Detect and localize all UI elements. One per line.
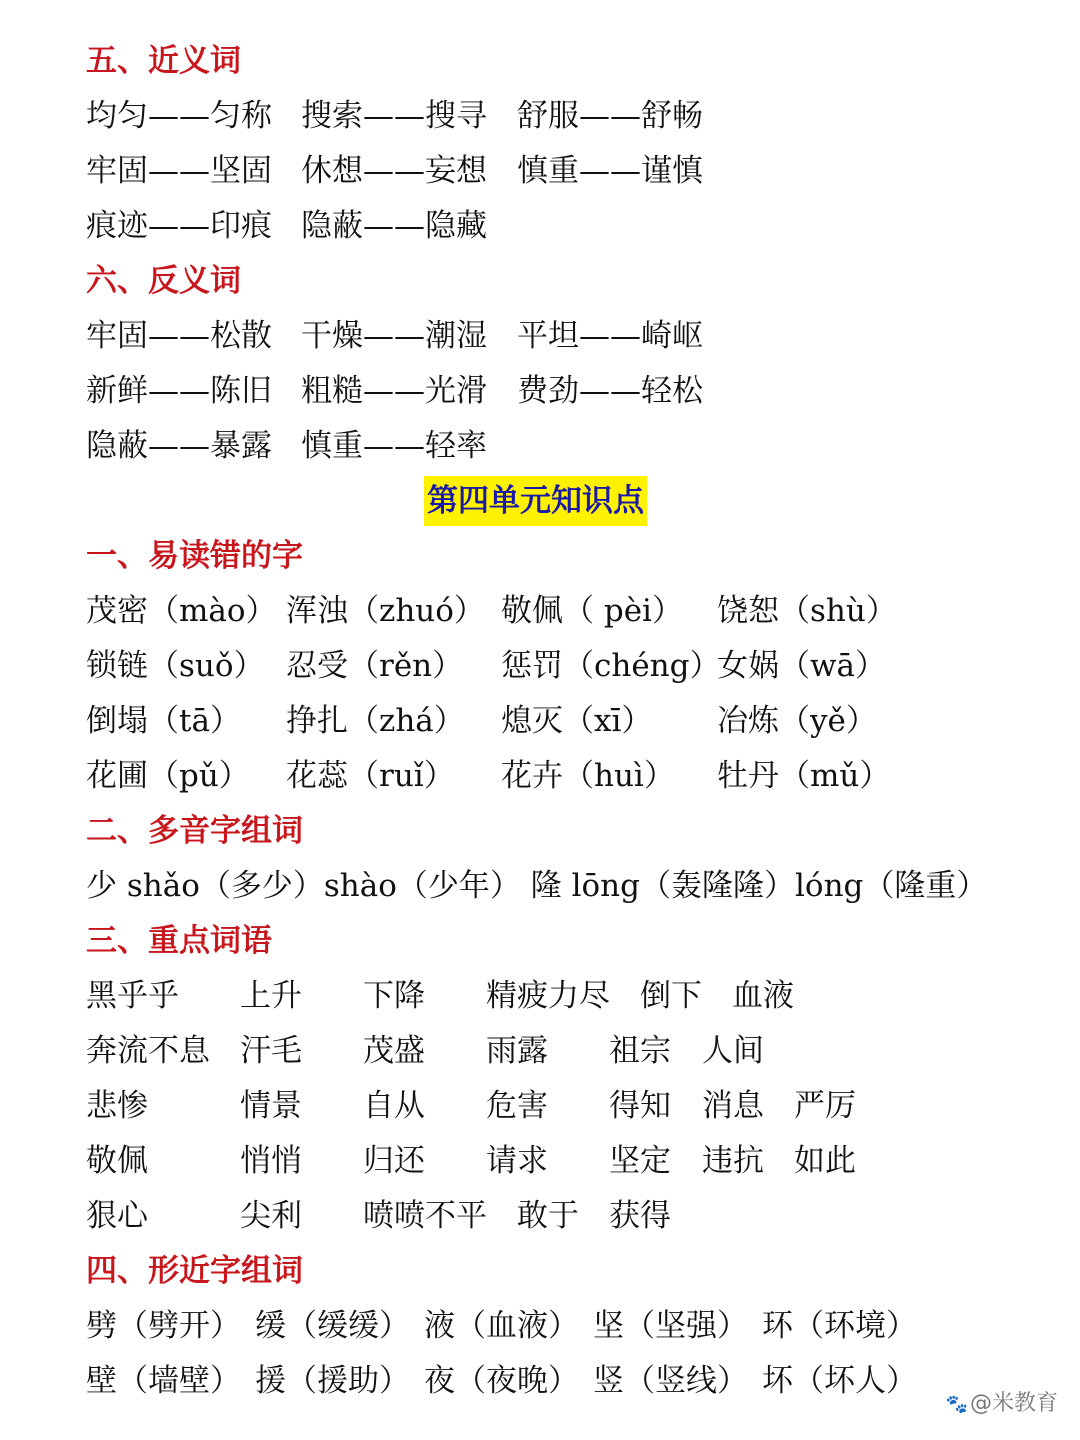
char-word: 环（环境）	[762, 1308, 917, 1344]
pinyin-row	[86, 694, 1066, 749]
polyphone-row	[86, 859, 1066, 914]
word-pair: 牢固——松散	[86, 318, 272, 354]
word-pinyin: 锁链（suǒ）	[86, 648, 265, 684]
key-words-row	[86, 1189, 1066, 1244]
key-word: 黑乎乎	[86, 978, 179, 1014]
key-word: 敢于	[517, 1198, 579, 1234]
word-pair: 干燥——潮湿	[301, 318, 487, 354]
section-heading-polyphones: 二、多音字组词	[86, 813, 303, 849]
word-pair: 舒服——舒畅	[517, 98, 703, 134]
key-word: 如此	[794, 1143, 856, 1179]
similar-chars-row	[86, 1299, 1066, 1354]
key-word: 尖利	[240, 1198, 302, 1234]
unit-title-wrap	[86, 474, 1066, 529]
char-word: 缓（缓缓）	[255, 1308, 410, 1344]
key-word: 坚定	[609, 1143, 671, 1179]
word-pair: 粗糙——光滑	[301, 373, 487, 409]
key-word: 血液	[732, 978, 794, 1014]
watermark-text: @米教育	[969, 1391, 1058, 1416]
key-word: 违抗	[702, 1143, 764, 1179]
key-word: 请求	[486, 1143, 548, 1179]
synonym-row	[86, 89, 1066, 144]
word-pair: 隐蔽——暴露	[86, 428, 272, 464]
word-pinyin: 浑浊（zhuó）	[286, 593, 485, 629]
key-word: 奔流不息	[86, 1033, 210, 1069]
word-pair: 平坦——崎岖	[517, 318, 703, 354]
word-pinyin: 牡丹（mǔ）	[717, 758, 891, 794]
key-word: 雨露	[486, 1033, 548, 1069]
key-word: 悲惨	[86, 1088, 148, 1124]
key-word: 喷喷不平	[363, 1198, 487, 1234]
word-pinyin: 敬佩（ pèi）	[501, 593, 683, 629]
key-word: 精疲力尽	[486, 978, 610, 1014]
word-pinyin: 冶炼（yě）	[717, 703, 877, 739]
word-pair: 牢固——坚固	[86, 153, 272, 189]
section-heading-antonyms: 六、反义词	[86, 263, 241, 299]
word-pinyin: 茂密（mào）	[86, 593, 277, 629]
key-word: 悄悄	[240, 1143, 302, 1179]
antonym-row	[86, 364, 1066, 419]
char-word: 劈（劈开）	[86, 1308, 241, 1344]
key-word: 情景	[240, 1088, 302, 1124]
word-pair: 休想——妄想	[301, 153, 487, 189]
word-pinyin: 忍受（rěn）	[286, 648, 464, 684]
key-word: 得知	[609, 1088, 671, 1124]
word-pinyin: 花蕊（ruǐ）	[286, 758, 455, 794]
word-pinyin: 花圃（pǔ）	[86, 758, 250, 794]
char-word: 夜（夜晚）	[424, 1363, 579, 1399]
key-word: 消息	[702, 1088, 764, 1124]
char-word: 液（血液）	[424, 1308, 579, 1344]
word-pair: 痕迹——印痕	[86, 208, 272, 244]
watermark	[946, 1386, 1058, 1417]
pinyin-row	[86, 639, 1066, 694]
similar-chars-row	[86, 1354, 1066, 1409]
char-word: 壁（墙壁）	[86, 1363, 241, 1399]
key-word: 人间	[702, 1033, 764, 1069]
key-word: 严厉	[794, 1088, 856, 1124]
word-pair: 慎重——谨慎	[517, 153, 703, 189]
pinyin-row	[86, 749, 1066, 804]
section-heading-synonyms: 五、近义词	[86, 43, 241, 79]
word-pinyin: 饶恕（shù）	[717, 593, 897, 629]
word-pair: 隐蔽——隐藏	[301, 208, 487, 244]
synonym-row	[86, 144, 1066, 199]
key-word: 归还	[363, 1143, 425, 1179]
word-pinyin: 女娲（wā）	[717, 648, 887, 684]
key-words-row	[86, 1024, 1066, 1079]
char-word: 援（援助）	[255, 1363, 410, 1399]
document-page	[86, 34, 1066, 1409]
word-pair: 新鲜——陈旧	[86, 373, 272, 409]
word-pair: 费劲——轻松	[517, 373, 703, 409]
key-word: 祖宗	[609, 1033, 671, 1069]
section-heading-similar-chars: 四、形近字组词	[86, 1253, 303, 1289]
word-pinyin: 倒塌（tā）	[86, 703, 241, 739]
antonym-row	[86, 309, 1066, 364]
key-word: 上升	[240, 978, 302, 1014]
section-heading-key-words: 三、重点词语	[86, 923, 272, 959]
word-pinyin: 挣扎（zhá）	[286, 703, 465, 739]
key-word: 狠心	[86, 1198, 148, 1234]
key-word: 汗毛	[240, 1033, 302, 1069]
key-word: 自从	[363, 1088, 425, 1124]
word-pair: 慎重——轻率	[301, 428, 487, 464]
word-pinyin: 惩罚（chéng）	[501, 648, 721, 684]
key-word: 倒下	[640, 978, 702, 1014]
key-word: 茂盛	[363, 1033, 425, 1069]
unit-title: 第四单元知识点	[424, 476, 647, 526]
synonym-row	[86, 199, 1066, 254]
key-words-row	[86, 969, 1066, 1024]
key-words-row	[86, 1134, 1066, 1189]
key-word: 获得	[609, 1198, 671, 1234]
word-pair: 均匀——匀称	[86, 98, 272, 134]
char-word: 坚（坚强）	[593, 1308, 748, 1344]
char-word: 竖（竖线）	[593, 1363, 748, 1399]
key-word: 敬佩	[86, 1143, 148, 1179]
key-word: 危害	[486, 1088, 548, 1124]
key-word: 下降	[363, 978, 425, 1014]
char-word: 坏（坏人）	[762, 1363, 917, 1399]
antonym-row	[86, 419, 1066, 474]
word-pair: 搜索——搜寻	[301, 98, 487, 134]
word-pinyin: 熄灭（xī）	[501, 703, 653, 739]
key-words-row	[86, 1079, 1066, 1134]
paw-icon: 🐾	[945, 1394, 968, 1415]
section-heading-misread-chars: 一、易读错的字	[86, 538, 303, 574]
polyphone-line: 少 shǎo（多少）shào（少年） 隆 lōng（轰隆隆）lóng（隆重）	[86, 868, 988, 904]
word-pinyin: 花卉（huì）	[501, 758, 675, 794]
pinyin-row	[86, 584, 1066, 639]
